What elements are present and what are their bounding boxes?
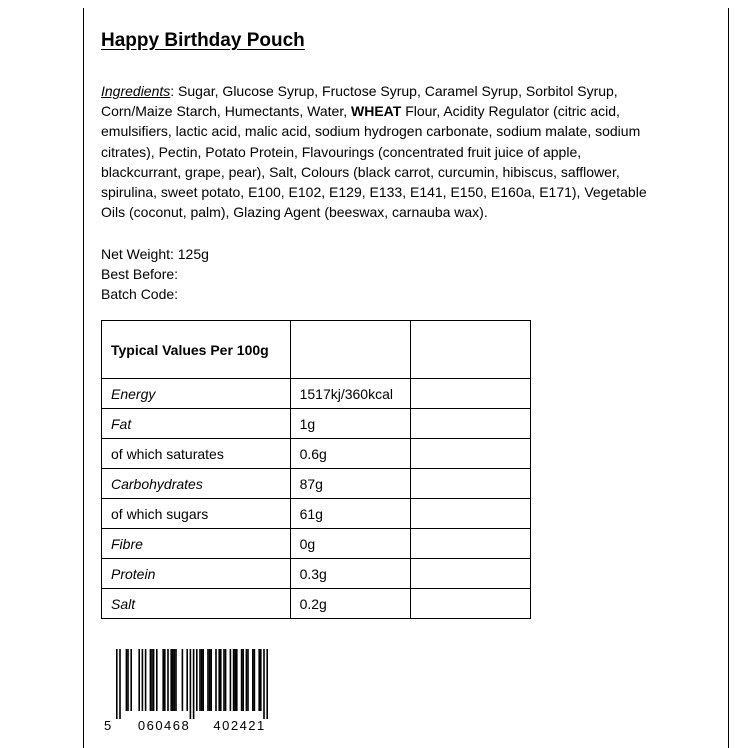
barcode-bar: [172, 649, 174, 711]
barcode-right-group: 402421: [213, 718, 266, 733]
barcode-bar: [207, 649, 209, 711]
barcode-bar: [258, 649, 260, 711]
nutrient-name: Fat: [102, 409, 291, 439]
barcode-bar: [236, 649, 238, 711]
nutrient-value: 0g: [290, 529, 410, 559]
barcode-bar: [162, 649, 164, 711]
ingredients-list-part-1: : Sugar, Glucose Syrup, Fructose Syrup, Caramel Syrup, Sorbitol Syrup, Corn/Maize Starch, Humectants, Water,: [101, 83, 618, 120]
barcode-bar: [263, 649, 265, 719]
nutrition-row: [102, 529, 531, 559]
nutrient-value: 0.6g: [290, 439, 410, 469]
ingredients-text: [101, 81, 661, 222]
barcode-bar: [242, 649, 244, 711]
barcode-bar: [209, 649, 211, 711]
nutrient-empty-cell: [410, 409, 530, 439]
nutrient-empty-cell: [410, 439, 530, 469]
batch-code: Batch Code:: [101, 286, 179, 303]
barcode-bar: [234, 649, 236, 711]
best-before: Best Before:: [101, 266, 179, 283]
nutrition-row: [102, 409, 531, 439]
barcode-bar: [116, 649, 118, 719]
barcode-bar: [210, 649, 212, 711]
nutrition-row: [102, 559, 531, 589]
barcode-bar: [241, 649, 243, 711]
barcode-bar: [201, 649, 203, 711]
nutrition-header-row: [102, 321, 531, 379]
nutrition-row: [102, 469, 531, 499]
nutrition-row: [102, 499, 531, 529]
nutrient-value: 1517kj/360kcal: [290, 379, 410, 409]
nutrient-empty-cell: [410, 379, 530, 409]
barcode-bar: [182, 649, 184, 711]
barcode-bar: [190, 649, 192, 719]
barcode-bar: [252, 649, 254, 711]
barcode: [104, 649, 276, 733]
nutrition-row: [102, 439, 531, 469]
nutrient-value: 1g: [290, 409, 410, 439]
barcode-bar: [130, 649, 132, 711]
nutrient-name: of which saturates: [102, 439, 291, 469]
barcode-bar: [186, 649, 188, 711]
barcode-bar: [260, 649, 262, 711]
nutrition-header-empty-cell: [290, 321, 410, 379]
barcode-bar: [138, 649, 140, 711]
nutrition-row: [102, 589, 531, 619]
barcode-bar: [199, 649, 201, 711]
barcode-bar: [220, 649, 222, 711]
barcode-bar: [126, 649, 128, 711]
nutrition-header: Typical Values Per 100g: [102, 321, 291, 379]
barcode-bar: [254, 649, 256, 711]
barcode-bar: [119, 649, 121, 719]
barcode-bar: [167, 649, 169, 711]
nutrient-empty-cell: [410, 469, 530, 499]
nutrient-value: 61g: [290, 499, 410, 529]
barcode-bar: [223, 649, 225, 711]
barcode-bar: [215, 649, 217, 711]
ingredients-label: Ingredients: [101, 83, 171, 99]
barcode-bar: [164, 649, 166, 711]
barcode-bar: [170, 649, 172, 711]
product-meta: [101, 244, 209, 305]
nutrition-table: [101, 320, 531, 619]
barcode-bar: [174, 649, 176, 711]
barcode-bar: [247, 649, 249, 711]
barcode-bar: [266, 649, 268, 719]
nutrition-header-empty-cell: [410, 321, 530, 379]
barcode-left-group: 060468: [137, 718, 191, 733]
nutrient-name: of which sugars: [102, 499, 291, 529]
barcode-bar: [150, 649, 152, 711]
nutrient-value: 87g: [290, 469, 410, 499]
nutrient-name: Protein: [102, 559, 291, 589]
barcode-bar: [218, 649, 220, 711]
ingredients-list-part-2: Flour, Acidity Regulator (citric acid, emulsifiers, lactic acid, malic acid, sodium hydrogen carbonate, sodium malate, sodium citrates), Pectin, Potato Protein, Flavourings (concentrated fruit juice of apple, blackcurrant, grape, pear), Salt, Colours (black carrot, curcumin, hibiscus, safflower, spirulina, sweet potato, E100, E102, E129, E133, E141, E150, E160a, E171), Vegetable Oils (coconut, palm), Glazing Agent (beeswax, carnauba wax).: [101, 103, 647, 221]
barcode-first-digit: 5: [104, 718, 113, 733]
barcode-bar: [156, 649, 158, 711]
nutrient-name: Fibre: [102, 529, 291, 559]
barcode-digits: [104, 718, 266, 733]
nutrient-empty-cell: [410, 499, 530, 529]
barcode-bar: [230, 649, 232, 711]
barcode-bar: [196, 649, 198, 711]
nutrient-empty-cell: [410, 559, 530, 589]
net-weight: Net Weight: 125g: [101, 246, 209, 262]
barcode-bar: [246, 649, 248, 711]
barcode-bar: [175, 649, 177, 711]
allergen-highlight: WHEAT: [351, 103, 402, 120]
barcode-bar: [153, 649, 155, 711]
nutrient-value: 0.2g: [290, 589, 410, 619]
nutrient-empty-cell: [410, 589, 530, 619]
nutrient-value: 0.3g: [290, 559, 410, 589]
product-label: [83, 8, 729, 748]
barcode-bar: [127, 649, 129, 711]
barcode-bars: [116, 649, 276, 719]
nutrition-row: [102, 379, 531, 409]
nutrient-name: Salt: [102, 589, 291, 619]
barcode-bar: [193, 649, 195, 719]
nutrient-empty-cell: [410, 529, 530, 559]
nutrient-name: Carbohydrates: [102, 469, 291, 499]
barcode-bar: [202, 649, 204, 711]
nutrient-name: Energy: [102, 379, 291, 409]
barcode-bar: [151, 649, 153, 711]
barcode-bar: [145, 649, 147, 711]
product-title: Happy Birthday Pouch: [101, 30, 305, 51]
barcode-bar: [233, 649, 235, 711]
barcode-bar: [142, 649, 144, 711]
barcode-bar: [225, 649, 227, 711]
